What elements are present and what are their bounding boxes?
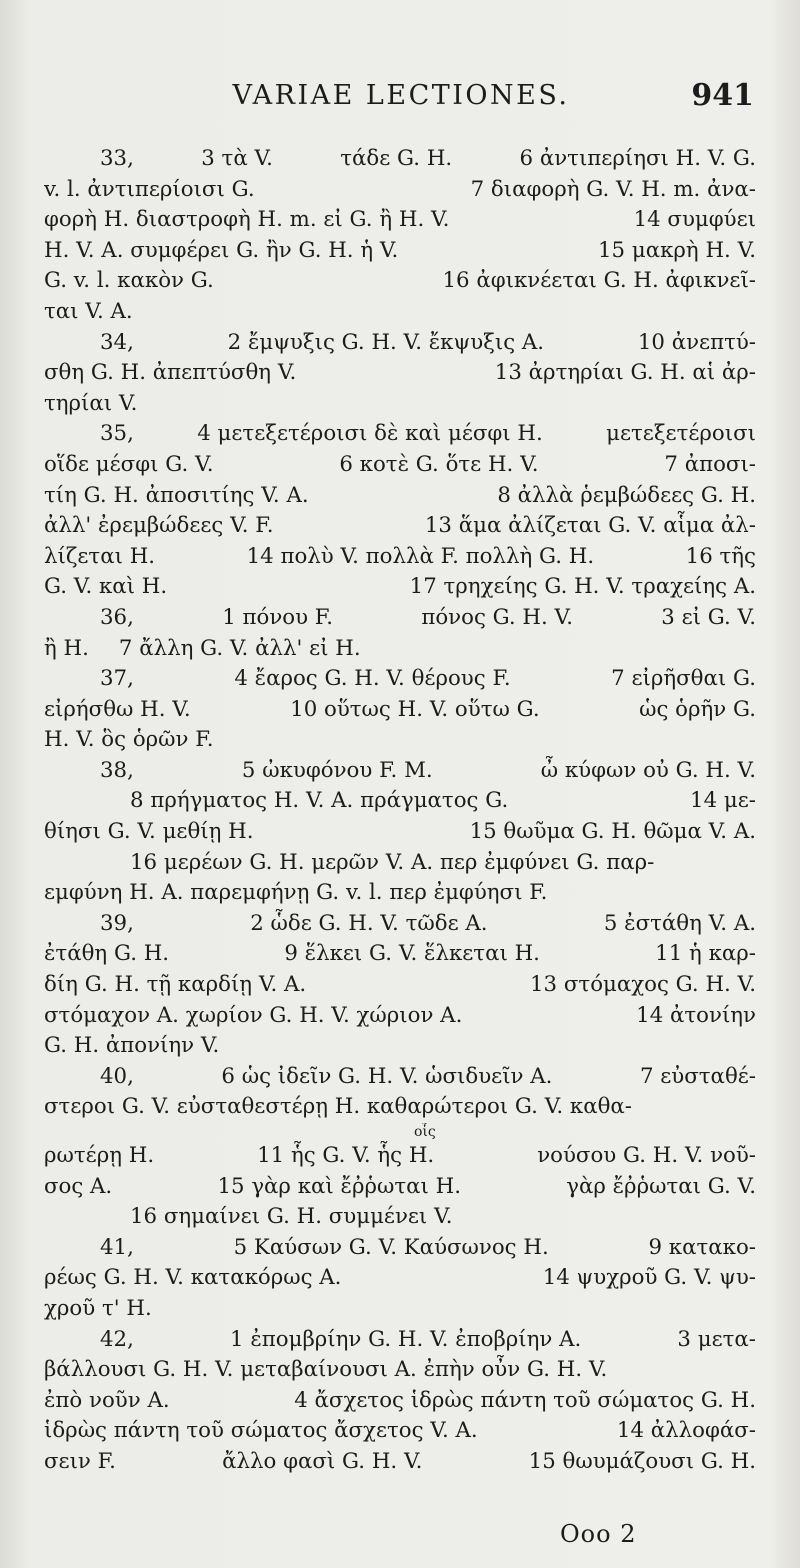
text-line [44, 1172, 756, 1203]
text-segment: 15 θωῦμα G. H. θῶμα V. A. [469, 819, 756, 845]
text-line [44, 939, 756, 970]
text-segment: χροῦ τ' H. [44, 1295, 152, 1321]
page-title: VARIAE LECTIONES. [232, 80, 570, 111]
running-head [48, 78, 754, 118]
text-line [44, 358, 756, 389]
text-segment: ἄλλο φασὶ G. H. V. [222, 1448, 423, 1474]
text-segment: θίησι G. V. μεθίῃ H. [44, 819, 254, 845]
text-segment: 34, [100, 329, 134, 355]
text-segment: 6 ἀντιπερίησι H. V. G. [519, 146, 756, 171]
text-segment: ἢ H. [44, 635, 89, 661]
variant-readings-text [44, 144, 756, 1478]
text-segment: 9 κατακο- [648, 1234, 756, 1260]
text-segment: 6 κοτὲ G. ὅτε H. V. [339, 451, 539, 477]
text-segment: 16 ἀφικνέεται G. H. ἀφικνεῖ- [442, 268, 756, 294]
text-line [44, 786, 756, 817]
text-segment: οἵδε μέσφι G. V. [44, 451, 214, 477]
text-segment: 2 ὧδε G. H. V. τῶδε A. [250, 910, 488, 936]
text-segment: v. l. ἀντιπερίοισι G. [44, 176, 255, 202]
text-segment: 1 ἐπομβρίην G. H. V. ἐποβρίην A. [230, 1326, 582, 1352]
text-segment: 16 μερέων G. H. μερῶν V. A. περ ἐμφύνει G. παρ- [130, 849, 655, 875]
text-segment: στόμαχον A. χωρίον G. H. V. χώριον A. [44, 1002, 463, 1028]
text-segment: 13 ἀρτηρίαι G. H. αἱ ἀρ- [494, 360, 756, 386]
text-segment: 15 γὰρ καὶ ἔῤῥωται H. [217, 1173, 461, 1199]
text-segment: 14 ἀτονίην [636, 1002, 756, 1028]
text-line [44, 1294, 756, 1325]
text-segment: στεροι G. V. εὐσταθεστέρῃ H. καθαρώτεροι G. V. καθα- [44, 1094, 632, 1120]
text-line [44, 725, 756, 756]
text-line [44, 419, 756, 450]
text-line [44, 542, 756, 573]
text-segment: 5 Καύσων G. V. Καύσωνος H. [233, 1234, 549, 1260]
text-segment: 13 ἅμα ἀλίζεται G. V. αἷμα ἀλ- [424, 513, 756, 539]
text-line [44, 481, 756, 512]
text-line [44, 1062, 756, 1093]
text-line [44, 909, 756, 940]
text-segment: 7 εἰρῆσθαι G. [611, 666, 756, 692]
text-segment: 42, [100, 1326, 134, 1352]
text-segment: H. V. A. συμφέρει G. ἢν G. H. ἡ V. [44, 237, 399, 263]
text-segment: 33, [100, 146, 134, 171]
text-segment: 5 ἐστάθη V. A. [603, 910, 756, 936]
text-segment: εἰρήσθω H. V. [44, 696, 191, 722]
text-segment: ρωτέρῃ H. [44, 1143, 155, 1168]
text-segment: τίη G. H. ἀποσιτίης V. A. [44, 482, 309, 508]
text-segment: G. V. καὶ H. [44, 574, 168, 600]
text-segment: 4 ἄσχετος ἱδρὼς πάντη τοῦ σώματος G. H. [294, 1387, 756, 1413]
text-segment: 7 εὐσταθέ- [639, 1063, 756, 1089]
text-segment: οἷς [414, 1124, 436, 1140]
text-segment: ὦ κύφων οὐ G. H. V. [540, 757, 756, 783]
text-line [44, 1092, 756, 1123]
text-segment: ται V. A. [44, 298, 133, 324]
text-line [44, 1447, 756, 1478]
text-line [44, 1202, 756, 1233]
text-segment: ρέως G. H. V. κατακόρως A. [44, 1265, 342, 1291]
text-segment: σος A. [44, 1173, 113, 1199]
text-line [44, 144, 756, 175]
text-segment: 14 πολὺ V. πολλὰ F. πολλὴ G. H. [246, 543, 595, 569]
text-segment: ὡς ὁρῆν G. [639, 696, 756, 722]
text-segment: 15 θωυμάζουσι G. H. [528, 1448, 756, 1474]
text-segment: τηρίαι V. [44, 390, 138, 416]
text-segment: λίζεται H. [44, 543, 156, 569]
text-segment: 16 σημαίνει G. H. συμμένει V. [130, 1204, 453, 1230]
text-segment: ἱδρὼς πάντη τοῦ σώματος ἄσχετος V. A. [44, 1418, 478, 1444]
text-line [44, 1416, 756, 1447]
text-line [44, 266, 756, 297]
text-segment: 9 ἕλκει G. V. ἕλκεται H. [284, 941, 540, 967]
text-segment: 7 διαφορὴ G. V. H. m. ἀνα- [470, 176, 756, 202]
text-segment: πόνος G. H. V. [421, 604, 573, 630]
page-number: 941 [691, 78, 754, 113]
text-segment: 41, [100, 1234, 134, 1260]
text-segment: G. H. ἀπονίην V. [44, 1033, 220, 1059]
text-segment: 5 ὠκυφόνου F. M. [241, 757, 433, 783]
text-segment: 1 πόνου F. [222, 604, 334, 630]
text-line [44, 1355, 756, 1386]
text-segment: 7 ἀποσι- [664, 451, 756, 477]
text-segment: ἀλλ' ἐρεμβώδεες V. F. [44, 513, 274, 539]
text-segment: 16 τῆς [685, 543, 756, 569]
text-segment: σειν F. [44, 1448, 116, 1474]
text-segment: 14 ἀλλοφάσ- [616, 1418, 756, 1444]
text-line [44, 1123, 756, 1141]
text-segment: 2 ἔμψυξις G. H. V. ἔκψυξις A. [227, 329, 545, 355]
text-segment: 7 ἄλλη G. V. ἀλλ' εἰ H. [118, 635, 361, 661]
text-segment: 14 συμφύει [633, 207, 756, 233]
text-segment: 6 ὡς ἰδεῖν G. H. V. ὡσιδυεῖν A. [221, 1063, 553, 1089]
text-line [44, 878, 756, 909]
text-segment: γὰρ ἔῤῥωται G. V. [566, 1173, 756, 1199]
text-segment: μετεξετέροισι [606, 421, 756, 447]
text-segment: ἐπὸ νοῦν A. [44, 1387, 170, 1413]
text-segment: 13 στόμαχος G. H. V. [530, 972, 756, 998]
text-segment: σθη G. H. ἀπεπτύσθη V. [44, 360, 297, 386]
text-segment: 10 ἀνεπτύ- [637, 329, 756, 355]
text-segment: 3 τὰ V. [201, 146, 273, 171]
text-segment: 11 ἡ καρ- [655, 941, 756, 967]
text-line [44, 205, 756, 236]
text-line [44, 1386, 756, 1417]
text-segment: 15 μακρὴ H. V. [598, 237, 756, 263]
text-line [44, 297, 756, 328]
text-segment: 39, [100, 910, 134, 936]
text-line [44, 848, 756, 879]
text-line [44, 1233, 756, 1264]
text-line [44, 175, 756, 206]
text-segment: H. V. ὃς ὁρῶν F. [44, 727, 214, 753]
text-segment: νούσου G. H. V. νοῦ- [537, 1143, 756, 1168]
text-line [44, 1325, 756, 1356]
text-line [44, 1001, 756, 1032]
text-segment: 35, [100, 421, 134, 447]
text-segment: φορὴ H. διαστροφὴ H. m. εἰ G. ἢ H. V. [44, 207, 450, 233]
text-segment: 40, [100, 1063, 134, 1089]
text-line [44, 511, 756, 542]
text-segment: εμφύνη H. A. παρεμφήνῃ G. v. l. περ ἐμφύησι F. [44, 880, 548, 906]
text-line [44, 389, 756, 420]
text-segment: 38, [100, 757, 134, 783]
text-segment: G. v. l. κακὸν G. [44, 268, 214, 294]
text-line [44, 236, 756, 267]
text-segment: 3 εἰ G. V. [661, 604, 756, 630]
text-line [44, 664, 756, 695]
text-line [44, 634, 756, 665]
text-segment: 17 τρηχείης G. H. V. τραχείης A. [409, 574, 756, 600]
text-segment: 8 ἀλλὰ ῥεμβώδεες G. H. [497, 482, 756, 508]
signature-mark: Ooo 2 [560, 1520, 637, 1548]
text-line [44, 695, 756, 726]
text-line [44, 1263, 756, 1294]
text-line [44, 603, 756, 634]
text-line [44, 328, 756, 359]
text-line [44, 1141, 756, 1172]
text-segment: δίη G. H. τῇ καρδίῃ V. A. [44, 972, 307, 998]
text-segment: 37, [100, 666, 134, 692]
text-segment: 4 ἔαρος G. H. V. θέρους F. [234, 666, 511, 692]
text-line [44, 1031, 756, 1062]
text-line [44, 756, 756, 787]
text-segment: ἐτάθη G. H. [44, 941, 170, 967]
text-segment: 8 πρήγματος H. V. A. πράγματος G. [130, 788, 509, 814]
text-segment: τάδε G. H. [340, 146, 453, 171]
text-segment: 14 με- [690, 788, 756, 814]
text-segment: βάλλουσι G. H. V. μεταβαίνουσι A. ἐπὴν οὖν G. H. V. [44, 1357, 608, 1383]
text-segment: 4 μετεξετέροισι δὲ καὶ μέσφι H. [197, 421, 543, 447]
text-segment: 10 οὕτως H. V. οὕτω G. [290, 696, 540, 722]
text-line [44, 572, 756, 603]
text-segment: 14 ψυχροῦ G. V. ψυ- [542, 1265, 756, 1291]
text-line [44, 817, 756, 848]
text-segment: 36, [100, 604, 134, 630]
text-line [44, 970, 756, 1001]
text-line [44, 450, 756, 481]
text-segment: 3 μετα- [677, 1326, 756, 1352]
text-segment: 11 ἧς G. V. ἧς H. [257, 1143, 435, 1168]
